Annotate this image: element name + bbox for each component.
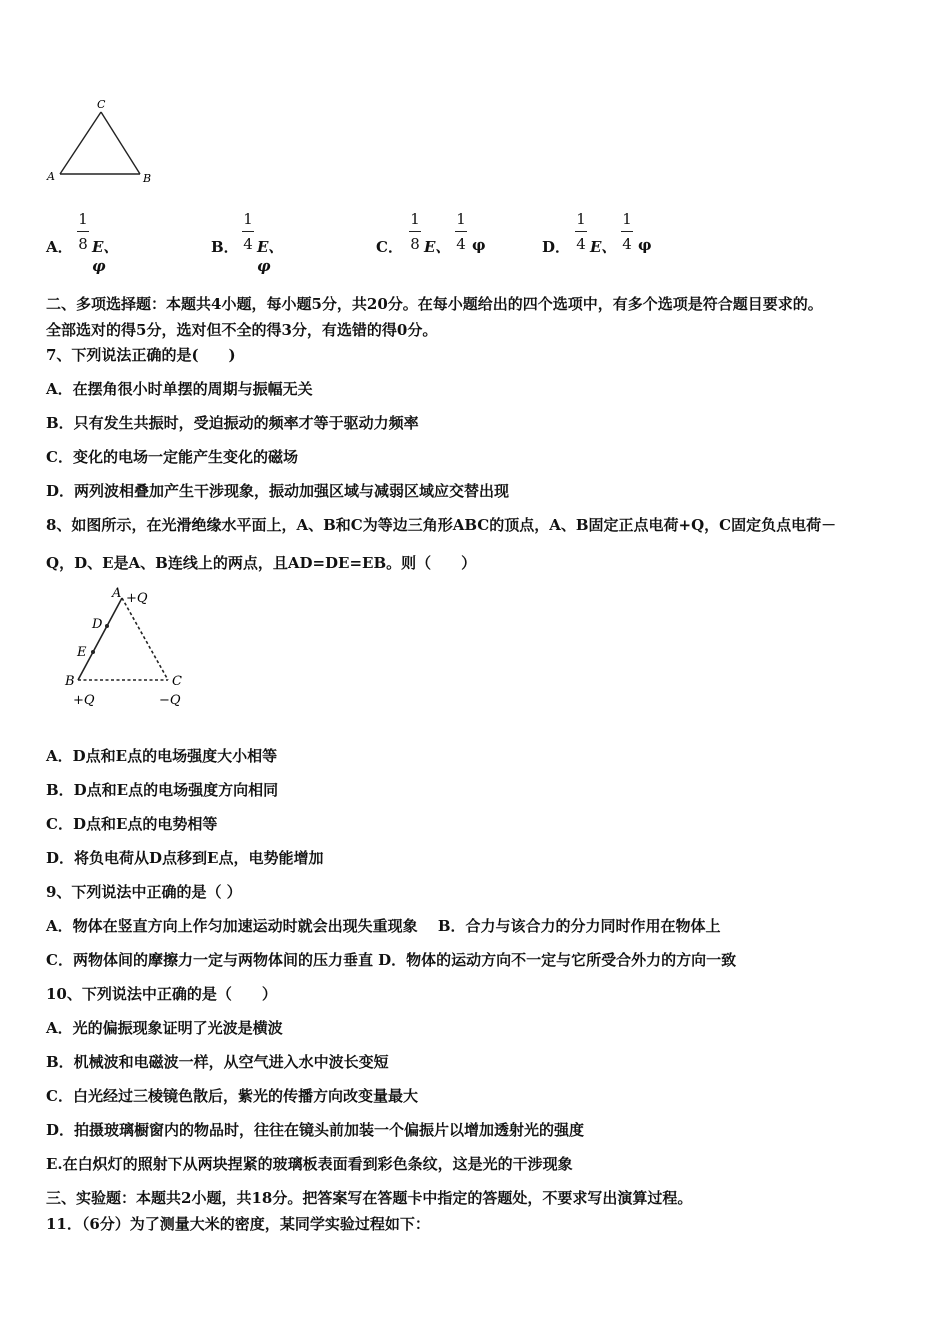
- fraction-numerator: 1: [576, 210, 586, 228]
- triangle-abc-figure: [40, 96, 160, 192]
- q11-stem: 11．（6分）为了测量大米的密度，某同学实验过程如下：: [46, 1215, 430, 1233]
- fraction-denominator: 4: [622, 235, 632, 253]
- option-text: E、φ: [257, 238, 284, 275]
- fraction-numerator: 1: [622, 210, 632, 228]
- q9-options-line1: A．物体在竖直方向上作匀加速运动时就会出现失重现象 B．合力与该合力的分力同时作用在物体上: [46, 917, 721, 935]
- fraction-denominator: 4: [576, 235, 586, 253]
- q9-stem: 9、下列说法中正确的是（ ）: [46, 883, 242, 901]
- vertex-b-label: B: [143, 172, 152, 185]
- fraction-numerator: 1: [410, 210, 420, 228]
- charge-c-label: −Q: [159, 693, 181, 708]
- option-label: A．: [46, 238, 73, 256]
- point-d-label: D: [92, 617, 103, 632]
- q10-option-a: A．光的偏振现象证明了光波是横波: [46, 1019, 283, 1037]
- q8-stem-line2: Q，D、E是A、B连线上的两点，且AD=DE=EB。则（ ）: [46, 554, 477, 572]
- point-d: [105, 624, 109, 628]
- q8-option-b: B．D点和E点的电场强度方向相同: [46, 781, 279, 799]
- fraction-numerator: 1: [78, 210, 88, 228]
- option-text: E、: [590, 238, 617, 256]
- point-e-label: E: [77, 645, 87, 660]
- q10-option-c: C．白光经过三棱镜色散后，紫光的传播方向改变量最大: [46, 1087, 418, 1105]
- q7-option-b: B．只有发生共振时，受迫振动的频率才等于驱动力频率: [46, 414, 419, 432]
- fraction-denominator: 4: [243, 235, 253, 253]
- q10-option-b: B．机械波和电磁波一样，从空气进入水中波长变短: [46, 1053, 389, 1071]
- q8-option-c: C．D点和E点的电势相等: [46, 815, 218, 833]
- vertex-a-label: A: [47, 170, 55, 183]
- section3-header: 三、实验题：本题共2小题，共18分。把答案写在答题卡中指定的答题处，不要求写出演算过程。: [46, 1189, 693, 1207]
- charge-triangle-figure: [56, 582, 206, 710]
- charge-b-label: +Q: [73, 693, 95, 708]
- option-label: B．: [211, 238, 239, 256]
- side-ac: [122, 598, 168, 680]
- q8-option-d: D．将负电荷从D点移到E点，电势能增加: [46, 849, 324, 867]
- option-label: C．: [376, 238, 403, 256]
- fraction-denominator: 4: [456, 235, 466, 253]
- fraction-denominator: 8: [78, 235, 88, 253]
- q9-options-line2: C．两物体间的摩擦力一定与两物体间的压力垂直 D．物体的运动方向不一定与它所受合外力的方向一致: [46, 951, 737, 969]
- option-text-phi: φ: [638, 236, 652, 254]
- vertex-b-label: B: [65, 674, 75, 689]
- q7-option-d: D．两列波相叠加产生干涉现象，振动加强区域与减弱区域应交替出现: [46, 482, 510, 500]
- vertex-a-label: A: [112, 586, 122, 601]
- option-text: E、φ: [92, 238, 119, 275]
- q8-option-a: A．D点和E点的电场强度大小相等: [46, 747, 278, 765]
- option-text-phi: φ: [472, 236, 486, 254]
- q10-option-d: D．拍摄玻璃橱窗内的物品时，往往在镜头前加装一个偏振片以增加透射光的强度: [46, 1121, 585, 1139]
- option-label: D．: [542, 238, 571, 256]
- fraction-numerator: 1: [456, 210, 466, 228]
- fraction-denominator: 8: [410, 235, 420, 253]
- vertex-c-label: C: [172, 674, 182, 689]
- option-text: E、: [424, 238, 451, 256]
- section2-header-line1: 二、多项选择题：本题共4小题，每小题5分，共20分。在每小题给出的四个选项中，有多个选项是符合题目要求的。: [46, 295, 823, 313]
- q10-stem: 10、下列说法中正确的是（ ）: [46, 985, 277, 1003]
- q7-stem: 7、下列说法正确的是( ): [46, 346, 236, 364]
- side-cb: [101, 112, 140, 174]
- vertex-c-label: C: [97, 98, 106, 111]
- side-ab: [78, 598, 122, 680]
- q7-option-a: A．在摆角很小时单摆的周期与振幅无关: [46, 380, 313, 398]
- section2-header-line2: 全部选对的得5分，选对但不全的得3分，有选错的得0分。: [46, 321, 438, 339]
- side-ac: [60, 112, 101, 174]
- point-e: [91, 650, 95, 654]
- q10-option-e: E.在白炽灯的照射下从两块捏紧的玻璃板表面看到彩色条纹，这是光的干涉现象: [46, 1155, 573, 1173]
- q7-option-c: C．变化的电场一定能产生变化的磁场: [46, 448, 298, 466]
- q8-stem-line1: 8、如图所示，在光滑绝缘水平面上，A、B和C为等边三角形ABC的顶点，A、B固定正点电荷+Q，C固定负点电荷－: [46, 516, 837, 534]
- fraction-numerator: 1: [243, 210, 253, 228]
- charge-a-label: +Q: [126, 591, 148, 606]
- q6-options: [46, 210, 686, 275]
